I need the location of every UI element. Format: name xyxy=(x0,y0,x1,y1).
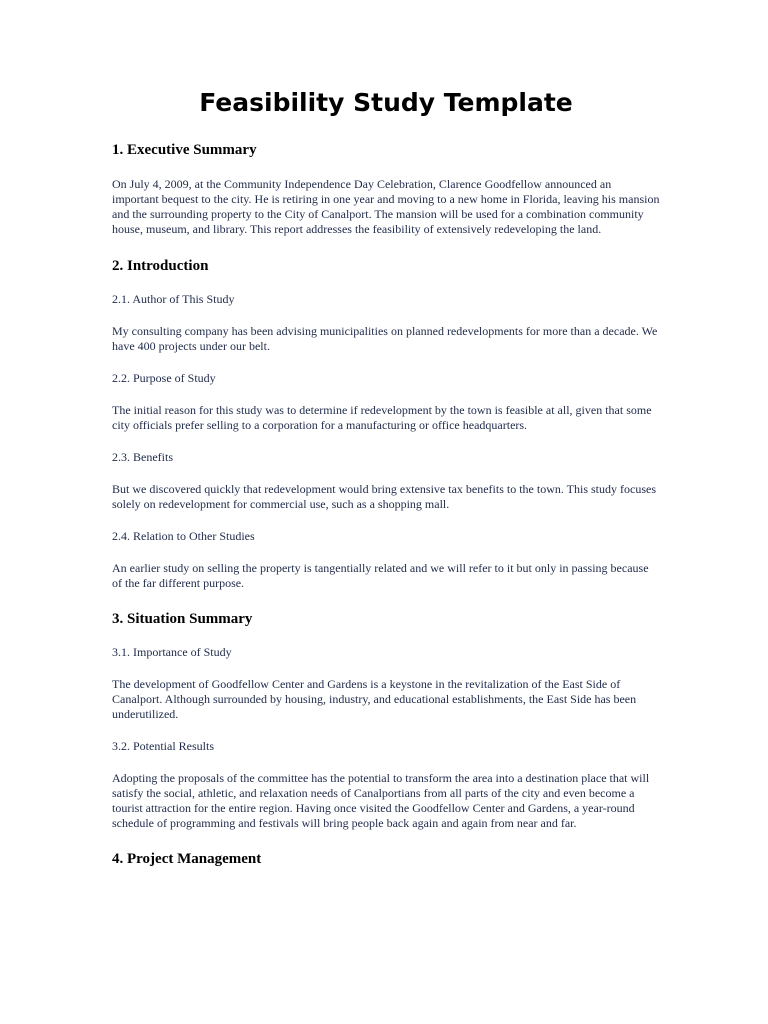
subsection-heading-importance: 3.1. Importance of Study xyxy=(112,645,232,659)
subsection-heading-purpose: 2.2. Purpose of Study xyxy=(112,371,216,385)
paragraph-author: My consulting company has been advising municipalities on planned redevelopments for more than a decade. We have 400 projects under our belt. xyxy=(112,324,658,353)
section-heading-introduction: 2. Introduction xyxy=(112,258,209,274)
paragraph-importance: The development of Goodfellow Center and Gardens is a keystone in the revitalization of the East Side of Canalport. Although surrounded by housing, industry, and educational establishments, the East Side has been underutilized. xyxy=(112,677,637,721)
subsection-heading-benefits: 2.3. Benefits xyxy=(112,450,173,464)
paragraph-purpose: The initial reason for this study was to determine if redevelopment by the town is feasible at all, given that some city officials prefer selling to a corporation for a manufacturing or office headquarters. xyxy=(112,403,652,432)
section-heading-situation-summary: 3. Situation Summary xyxy=(112,611,253,627)
subsection-heading-relation: 2.4. Relation to Other Studies xyxy=(112,529,255,543)
paragraph-executive-summary: On July 4, 2009, at the Community Independence Day Celebration, Clarence Goodfellow announced an important bequest to the city. He is retiring in one year and moving to a new home in Florida, leaving his mansion and the surrounding property to the City of Canalport. The mansion will be used for a combination community house, museum, and library. This report addresses the feasibility of extensively redeveloping the land. xyxy=(112,177,660,236)
section-heading-project-management: 4. Project Management xyxy=(112,851,262,867)
document-title: Feasibility Study Template xyxy=(199,88,573,117)
paragraph-benefits: But we discovered quickly that redevelopment would bring extensive tax benefits to the town. This study focuses solely on redevelopment for commercial use, such as a shopping mall. xyxy=(112,482,656,511)
subsection-heading-potential-results: 3.2. Potential Results xyxy=(112,739,214,753)
subsection-heading-author: 2.1. Author of This Study xyxy=(112,292,235,306)
paragraph-relation: An earlier study on selling the property is tangentially related and we will refer to it but only in passing because of the far different purpose. xyxy=(112,561,649,590)
paragraph-potential-results: Adopting the proposals of the committee has the potential to transform the area into a destination place that will satisfy the social, athletic, and relaxation needs of Canalportians from all parts of the city and even become a tourist attraction for the entire region. Having once visited the Goodfellow Center and Gardens, a year-round schedule of programming and festivals will bring people back again and again from near and far. xyxy=(112,771,650,830)
section-heading-executive-summary: 1. Executive Summary xyxy=(112,142,257,158)
